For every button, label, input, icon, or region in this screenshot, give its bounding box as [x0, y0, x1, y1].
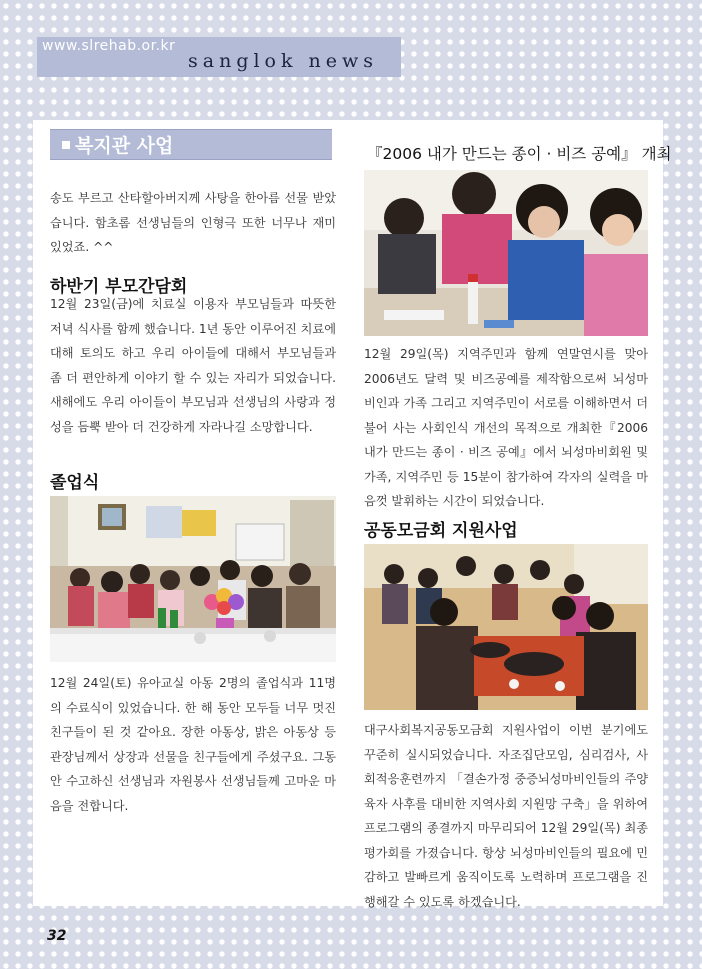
intro-paragraph: 송도 부르고 산타할아버지께 사탕을 한아름 선물 받았습니다. 함초롬 선생님들의 인형극 또한 너무나 재미있었죠. ^^: [50, 191, 336, 254]
community-chest-paragraph: 대구사회복지공동모금회 지원사업이 이번 분기에도 꾸준히 실시되었습니다. 자조집단모임, 심리검사, 사회적응훈련까지 「결손가정 중증뇌성마비인들의 주양육자 사후를 대비한 지역사회 지원망 구축」을 위하여 프로그램의 종결까지 마무리되어 12월 29일(목) 최종평가회를 가졌습니다. 항상 뇌성마비인들의 필요에 민감하고 발빠르게 움직이도록 노력하며 프로그램을 진행해갈 수 있도록 하겠습니다.: [364, 723, 648, 909]
parent-meeting-heading: 하반기 부모간담회: [50, 277, 188, 297]
craft-event-photo: [364, 170, 648, 336]
parent-meeting-paragraph: 12월 23일(금)에 치료실 이용자 부모님들과 따뜻한 저녁 식사를 함께 했습니다. 1년 동안 이루어진 치료에 대해 토의도 하고 우리 아이들에 대해서 부모님들과 좀 더 편안하게 이야기 할 수 있는 자리가 되었습니다. 새해에도 우리 아이들이 부모님과 선생님의 사랑과 정성을 듬뿍 받아 더 건강하게 자라나길 소망합니다.: [50, 297, 336, 434]
graduation-heading: 졸업식: [50, 473, 100, 493]
section-title-bar: [50, 129, 332, 160]
newsletter-title: sanglok news: [188, 50, 379, 72]
section-title: 복지관 사업: [75, 135, 174, 157]
community-chest-photo: [364, 544, 648, 710]
page-number: 32: [47, 928, 67, 944]
square-bullet-icon: [62, 141, 70, 149]
site-url: www.slrehab.or.kr: [42, 38, 176, 54]
community-chest-heading: 공동모금회 지원사업: [364, 521, 518, 541]
craft-event-paragraph: 12월 29일(목) 지역주민과 함께 연말연시를 맞아 2006년도 달력 및 비즈공예를 제작함으로써 뇌성마비인과 가족 그리고 지역주민이 서로를 이해하면서 더불어 사는 사회인식 개선의 목적으로 개최한『2006 내가 만드는 종이 · 비즈 공예』에서 뇌성마비회원 및 가족, 지역주민 등 15분이 참가하여 각자의 실력을 마음껏 발휘하는 시간이 되었습니다.: [364, 347, 648, 508]
graduation-photo: [50, 496, 336, 662]
graduation-paragraph: 12월 24일(토) 유아교실 아동 2명의 졸업식과 11명의 수료식이 있었습니다. 한 해 동안 모두들 너무 멋진 친구들이 된 것 같아요. 장한 아동상, 밝은 아동상 등 관장님께서 상장과 선물을 친구들에게 주셨구요. 그동안 수고하신 선생님과 자원봉사 선생님들께 고마운 마음을 전합니다.: [50, 676, 336, 813]
craft-event-heading: 『2006 내가 만드는 종이 · 비즈 공예』 개최: [367, 145, 672, 163]
